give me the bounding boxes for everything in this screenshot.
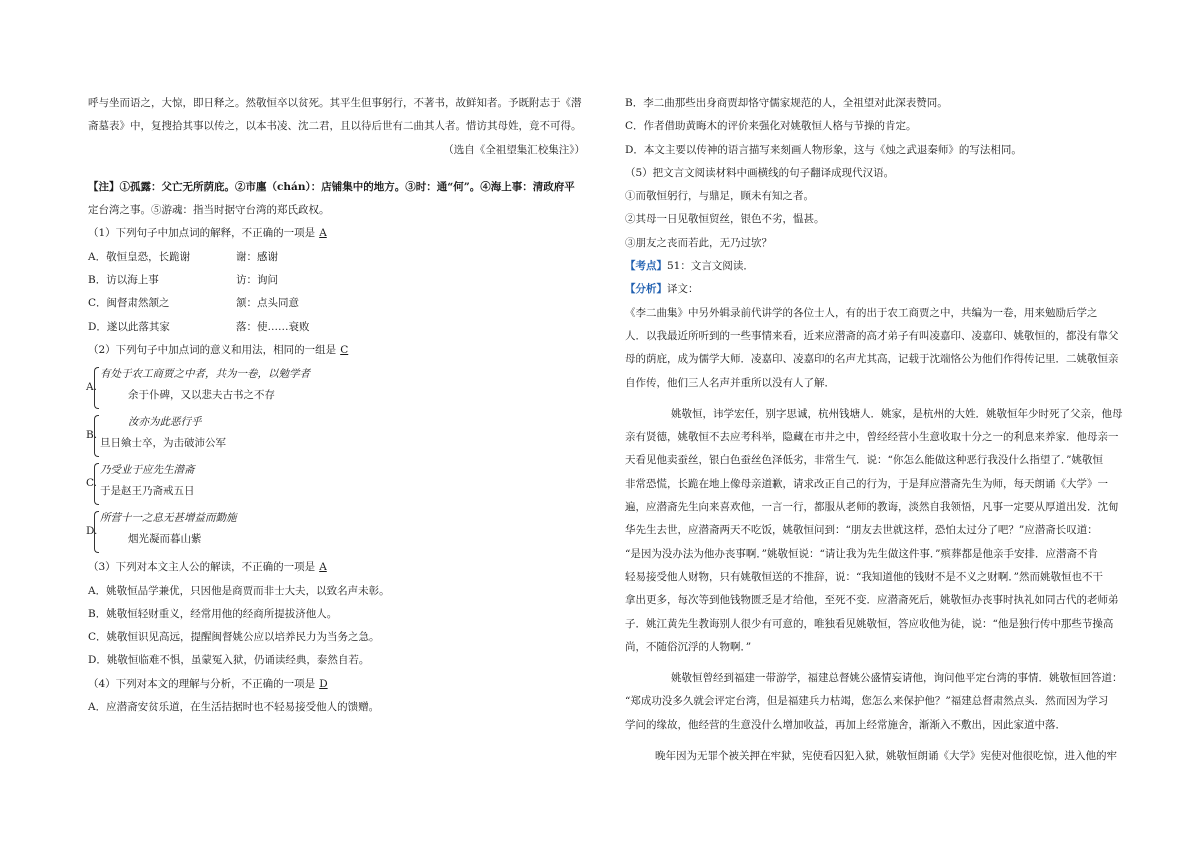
q1-option-d xyxy=(88,316,593,339)
option-label: C. xyxy=(86,477,97,490)
passage-line: 斋墓表》中，复搜拾其事以传之，以本书凌、沈二君，且以待后世有二曲其人者。惜访其母姓，竟不可得。 xyxy=(88,120,582,133)
translation-line: “是因为没办法为他办丧事啊．”姚敬恒说：“请让我为先生做这件事．”殡葬都是他亲手安排．应潜斋不肯 xyxy=(625,547,1098,560)
option-line-1: 汝亦为此恶行乎 xyxy=(128,416,202,429)
option-line-1: 所营十一之息无甚增益而勤施 xyxy=(100,512,237,525)
kaodian-tag: 【考点】 xyxy=(625,260,667,273)
option-gloss: 颔：点头同意 xyxy=(236,297,299,310)
option-label: B. xyxy=(86,429,98,442)
q1-stem-text: （1）下列句子中加点词的解释，不正确的一项是 xyxy=(88,227,316,240)
translation-line: 亲有贤德，姚敬恒不去应考科举，隐藏在市井之中，曾经经营小生意收取十分之一的利息来养家．他母亲一 xyxy=(625,431,1119,444)
q5-item: ③朋友之丧而若此，无乃过欤？ xyxy=(625,236,772,249)
q1-option-b xyxy=(88,269,593,292)
option-text: B．访以海上事 xyxy=(88,274,159,287)
q2-option-c xyxy=(88,460,593,502)
q3-answer: A xyxy=(319,561,327,574)
fenxi-tag: 【分析】 xyxy=(625,283,667,296)
option-line-2: 余于仆碑，又以悲夫古书之不存 xyxy=(128,389,275,402)
q3-option-a: A．姚敬恒品学兼优，只因他是商贾而非士大夫，以致名声未彰。 xyxy=(88,584,390,597)
q3-option-b: B．姚敬恒轻财重义，经常用他的经商所提拔济他人。 xyxy=(88,607,338,620)
translation-line: 华先生去世，应潜斋两天不吃饭，姚敬恒问到：“朋友去世就这样，恐怕太过分了吧？”应潜斋长叹道： xyxy=(625,524,1098,537)
q4-option-b: B．李二曲那些出身商贾却恪守儒家规范的人，全祖望对此深表赞同。 xyxy=(625,97,948,109)
question-5-stem: （5）把文言文阅读材料中画横线的句子翻译成现代汉语。 xyxy=(625,166,895,179)
q5-item: ②其母一日见敬恒贸丝，银色不劣，愠甚。 xyxy=(625,213,825,226)
translation-line: “郑成功没多久就会评定台湾，但是福建兵力枯竭，您怎么来保护他？”福建总督肃然点头．然而因为学习 xyxy=(625,695,1109,708)
option-line-2: 于是赵王乃斋戒五日 xyxy=(100,485,195,498)
translation-line: 拿出更多，每次等到他钱物匮乏是才给他，至死不变．应潜斋死后，姚敬恒办丧事时执礼如同古代的老师弟 xyxy=(625,594,1119,607)
note-line xyxy=(88,176,593,199)
q4-option-a: A．应潜斋安贫乐道，在生活拮据时也不轻易接受他人的馈赠。 xyxy=(88,701,380,714)
question-1-stem xyxy=(88,222,593,245)
option-label: D. xyxy=(86,525,98,538)
q2-stem-text: （2）下列句子中加点词的意义和用法，相同的一组是 xyxy=(88,343,337,356)
q3-option-c: C．姚敬恒识见高远，提醒闽督姚公应以培养民力为当务之急。 xyxy=(88,631,380,644)
q4-stem-text: （4）下列对本文的理解与分析，不正确的一项是 xyxy=(88,677,316,690)
translation-line: 母的荫庇，成为儒学大师．凌嘉印、凌嘉印的名声尤其高，记载于沈端恪公为他们作得传记里．二姚敬恒亲 xyxy=(625,353,1119,366)
q2-option-a xyxy=(88,364,593,406)
q2-option-d xyxy=(88,508,593,550)
option-gloss: 访：询问 xyxy=(236,274,278,287)
q4-answer: D xyxy=(319,677,328,690)
q3-stem-text: （3）下列对本文主人公的解读，不正确的一项是 xyxy=(88,561,316,574)
kaodian-line xyxy=(625,255,1125,278)
translation-line: 遍，应潜斋先生向来喜欢他，一言一行，都服从老师的教诲，淡然自我领悟，凡事一定要从厚道出发．沈甸 xyxy=(625,501,1119,514)
translation-line: 《李二曲集》中另外辑录前代讲学的各位士人，有的出于农工商贾之中，共编为一卷，用来勉励后学之 xyxy=(625,306,1098,319)
translation-line: 姚敬恒曾经到福建一带游学，福建总督姚公盛情妄请他，询问他平定台湾的事情．姚敬恒回答道： xyxy=(671,672,1123,685)
option-text: D．遂以此落其家 xyxy=(88,320,170,333)
right-column xyxy=(625,92,1125,768)
option-text: A．敬恒皇恐，长跪谢 xyxy=(88,250,191,263)
option-gloss: 落：使……衰败 xyxy=(236,320,310,333)
option-line-2: 烟光凝而暮山紫 xyxy=(128,533,202,546)
q2-answer: C xyxy=(340,343,349,356)
option-gloss: 谢：感谢 xyxy=(236,250,278,263)
translation-line: 姚敬恒，讳学宏任，别字思诚，杭州钱塘人．姚家，是杭州的大姓．姚敬恒年少时死了父亲，他母 xyxy=(671,407,1123,420)
kaodian-text: 51：文言文阅读． xyxy=(667,260,754,273)
question-4-stem xyxy=(88,673,593,696)
translation-line: 学问的缘故，他经营的生意没什么增加收益，再加上经常施舍，渐渐入不敷出，因此家道中落． xyxy=(625,718,1066,731)
fenxi-line xyxy=(625,278,1125,301)
q2-option-b xyxy=(88,412,593,454)
note-text: 【注】①孤露：父亡无所荫庇。②市廛（chán）：店铺集中的地方。③时：通“何”。④海上事：清政府平 xyxy=(88,180,575,193)
option-line-1: 乃受业于应先生潜斋 xyxy=(100,464,195,477)
note-line: 定台湾之事。⑤游魂：指当时据守台湾的郑氏政权。 xyxy=(88,204,330,217)
passage-line: 呼与坐而语之，大惊，即日释之。然敬恒卒以贫死。其平生但事躬行，不著书，故鲜知者。予既附志于《潜 xyxy=(88,97,582,109)
translation-line: 尚，不随俗沉浮的人物啊．” xyxy=(625,640,752,653)
question-2-stem xyxy=(88,339,593,362)
translation-line: 人．以我最近所听到的一些事情来看，近来应潜斋的高才弟子有叫凌嘉印、凌嘉印、姚敬恒的，都没有靠父 xyxy=(625,329,1119,342)
q3-option-d: D．姚敬恒临难不惧，虽蒙冤入狱，仍诵读经典，泰然自若。 xyxy=(88,654,370,667)
question-3-stem xyxy=(88,556,593,579)
left-column xyxy=(88,92,593,719)
option-line-1: 有处于农工商贾之中者，共为一卷，以勉学者 xyxy=(100,368,310,381)
translation-line: 轻易接受他人财物，只有姚敬恒送的不推辞，说：“我知道他的钱财不是不义之财啊．”然而姚敬恒也不干 xyxy=(625,570,1103,583)
translation-line: 晚年因为无罪个被关押在牢狱，宪使看囚犯入狱，姚敬恒朗诵《大学》宪使对他很吃惊，进入他的牢 xyxy=(655,750,1117,763)
q1-answer: A xyxy=(319,227,327,240)
fenxi-text: 译文： xyxy=(667,283,699,296)
translation-line: 自作传，他们三人名声并重所以没有人了解． xyxy=(625,376,835,389)
translation-line: 非常恐慌，长跪在地上像母亲道歉，请求改正自己的行为，于是拜应潜斋先生为师，每天朗诵《大学》一 xyxy=(625,477,1108,490)
q4-option-c: C．作者借助黄晦木的评价来强化对姚敬恒人格与节操的肯定。 xyxy=(625,120,917,133)
q5-item: ①而敬恒躬行，与鼎足，顾未有知之者。 xyxy=(625,190,814,203)
source-citation: （选自《全祖望集汇校集注》） xyxy=(443,143,585,156)
option-line-2: 旦日飨士卒，为击破沛公军 xyxy=(100,437,226,450)
option-label: A. xyxy=(86,381,97,394)
translation-line: 天看见他卖蚕丝，银白色蚕丝色泽低劣，非常生气．说：“你怎么能做这种恶行我没什么指望了．”姚敬恒 xyxy=(625,454,1103,467)
q4-option-d: D．本文主要以传神的语言描写来刻画人物形象，这与《烛之武退秦师》的写法相同。 xyxy=(625,143,1022,156)
option-text: C．闽督肃然颔之 xyxy=(88,297,170,310)
translation-line: 子．姚江黄先生教诲别人很少有可意的，唯独看见姚敬恒，答应收他为徒，说：“他是独行传中那些节操高 xyxy=(625,617,1114,630)
q1-option-c xyxy=(88,292,593,315)
q1-option-a xyxy=(88,246,593,269)
